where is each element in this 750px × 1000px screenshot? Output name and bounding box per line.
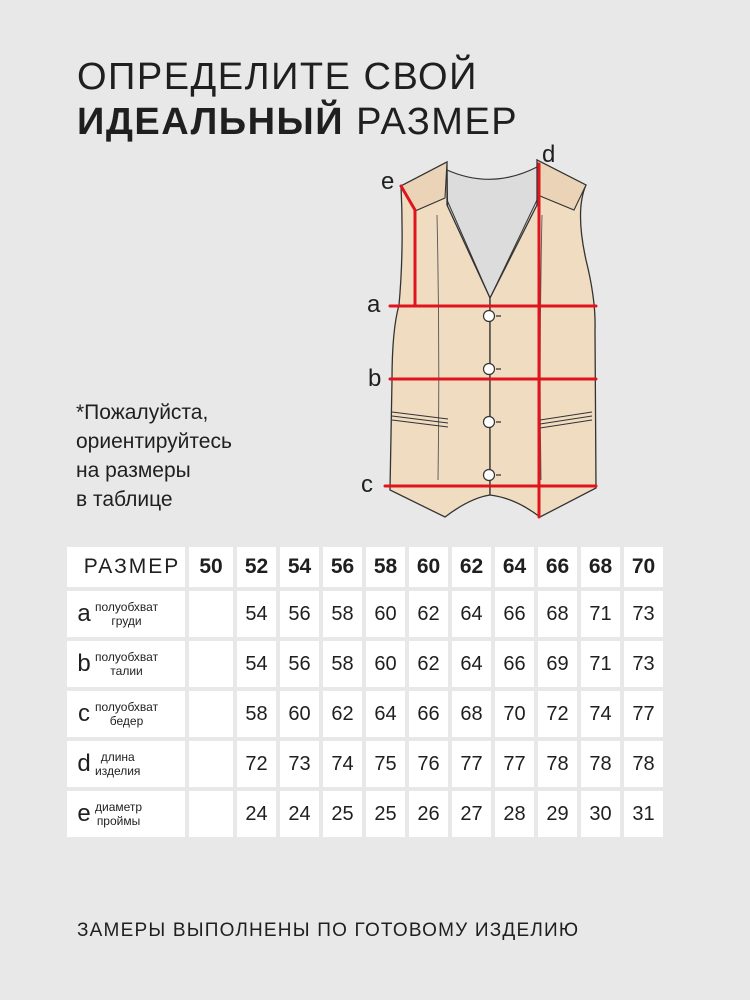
row-description [95, 800, 142, 828]
row-description [95, 650, 158, 678]
row-label [67, 791, 185, 837]
diagram-label-d: d [542, 141, 556, 168]
row-desc-line1: диаметр [95, 800, 143, 814]
value-cell: 68 [538, 591, 577, 637]
value-cell: 77 [495, 741, 534, 787]
value-cell: 71 [581, 591, 620, 637]
value-cell: 72 [538, 691, 577, 737]
value-cell: 64 [452, 641, 491, 687]
measurement-row-c [67, 691, 663, 737]
measurement-row-a [67, 591, 663, 637]
row-label-inner [67, 800, 185, 828]
value-cell: 54 [237, 591, 276, 637]
size-header-cell: 52 [237, 547, 276, 587]
value-cell: 64 [452, 591, 491, 637]
value-cell: 25 [366, 791, 405, 837]
value-cell [189, 741, 233, 787]
note-line: ориентируйтесь [76, 430, 232, 453]
value-cell: 76 [409, 741, 448, 787]
row-letter: c [78, 700, 90, 727]
value-cell: 70 [495, 691, 534, 737]
value-cell [189, 641, 233, 687]
diagram-label-c: c [361, 471, 373, 498]
size-header-cell: 56 [323, 547, 362, 587]
row-label [67, 591, 185, 637]
size-header-cell: 50 [189, 547, 233, 587]
row-letter: a [77, 600, 91, 627]
value-cell: 29 [538, 791, 577, 837]
page-title-line2 [77, 103, 518, 141]
page-title-line1: ОПРЕДЕЛИТЕ СВОЙ [77, 56, 478, 98]
diagram-label-a: a [367, 291, 381, 318]
value-cell: 66 [409, 691, 448, 737]
size-header-cell: 68 [581, 547, 620, 587]
size-header-row [67, 547, 663, 587]
row-label-inner [67, 650, 185, 678]
value-cell: 31 [624, 791, 663, 837]
value-cell: 58 [323, 591, 362, 637]
size-header-cell: 58 [366, 547, 405, 587]
row-description [95, 600, 158, 628]
row-description [95, 700, 158, 728]
value-cell: 30 [581, 791, 620, 837]
value-cell: 77 [452, 741, 491, 787]
row-letter: e [77, 800, 91, 827]
value-cell: 58 [323, 641, 362, 687]
measurement-row-d [67, 741, 663, 787]
value-cell: 75 [366, 741, 405, 787]
row-letter: b [77, 650, 91, 677]
value-cell: 74 [581, 691, 620, 737]
value-cell: 54 [237, 641, 276, 687]
value-cell: 58 [237, 691, 276, 737]
value-cell: 60 [366, 641, 405, 687]
size-header-cell: 70 [624, 547, 663, 587]
value-cell: 73 [624, 591, 663, 637]
value-cell [189, 691, 233, 737]
value-cell: 60 [280, 691, 319, 737]
value-cell: 24 [280, 791, 319, 837]
value-cell: 25 [323, 791, 362, 837]
size-header-label: РАЗМЕР [67, 547, 185, 587]
value-cell [189, 591, 233, 637]
row-letter: d [77, 750, 91, 777]
value-cell: 56 [280, 591, 319, 637]
vest-button [484, 470, 495, 481]
value-cell: 78 [538, 741, 577, 787]
value-cell: 73 [280, 741, 319, 787]
value-cell: 66 [495, 591, 534, 637]
value-cell: 77 [624, 691, 663, 737]
row-desc-line2: груди [111, 614, 142, 628]
row-desc-line1: полуобхват [95, 600, 159, 614]
value-cell: 26 [409, 791, 448, 837]
value-cell: 62 [323, 691, 362, 737]
row-desc-line1: полуобхват [95, 700, 159, 714]
row-label [67, 691, 185, 737]
value-cell: 62 [409, 641, 448, 687]
row-label [67, 641, 185, 687]
value-cell: 78 [624, 741, 663, 787]
row-label-inner [67, 700, 185, 728]
row-description [95, 750, 140, 778]
value-cell: 68 [452, 691, 491, 737]
value-cell: 24 [237, 791, 276, 837]
size-header-cell: 64 [495, 547, 534, 587]
value-cell: 71 [581, 641, 620, 687]
value-cell [189, 791, 233, 837]
value-cell: 74 [323, 741, 362, 787]
footer-note: ЗАМЕРЫ ВЫПОЛНЕНЫ ПО ГОТОВОМУ ИЗДЕЛИЮ [77, 920, 580, 941]
row-desc-line1: полуобхват [95, 650, 159, 664]
note-line: *Пожалуйста, [76, 401, 209, 424]
row-label [67, 741, 185, 787]
value-cell: 78 [581, 741, 620, 787]
measurement-row-b [67, 641, 663, 687]
value-cell: 56 [280, 641, 319, 687]
value-cell: 69 [538, 641, 577, 687]
row-desc-line2: изделия [95, 764, 141, 778]
vest-measurement-diagram [355, 140, 615, 530]
size-header-cell: 54 [280, 547, 319, 587]
size-header-cell: 60 [409, 547, 448, 587]
value-cell: 28 [495, 791, 534, 837]
value-cell: 62 [409, 591, 448, 637]
title-bold-word: ИДЕАЛЬНЫЙ [77, 101, 345, 143]
row-desc-line1: длина [100, 750, 135, 764]
value-cell: 64 [366, 691, 405, 737]
diagram-label-e: e [381, 168, 395, 195]
note-line: в таблице [76, 488, 173, 511]
diagram-label-b: b [368, 365, 382, 392]
size-note [76, 398, 232, 514]
vest-button [484, 417, 495, 428]
value-cell: 73 [624, 641, 663, 687]
vest-button [484, 364, 495, 375]
vest-button [484, 311, 495, 322]
row-label-inner [67, 750, 185, 778]
value-cell: 66 [495, 641, 534, 687]
row-desc-line2: проймы [96, 814, 141, 828]
value-cell: 72 [237, 741, 276, 787]
title-rest: РАЗМЕР [344, 101, 519, 143]
row-desc-line2: бедер [109, 714, 144, 728]
size-header-cell: 66 [538, 547, 577, 587]
note-line: на размеры [76, 459, 191, 482]
value-cell: 27 [452, 791, 491, 837]
value-cell: 60 [366, 591, 405, 637]
row-label-inner [67, 600, 185, 628]
row-desc-line2: талии [110, 664, 143, 678]
measurement-row-e [67, 791, 663, 837]
size-header-cell: 62 [452, 547, 491, 587]
size-table [63, 543, 667, 841]
